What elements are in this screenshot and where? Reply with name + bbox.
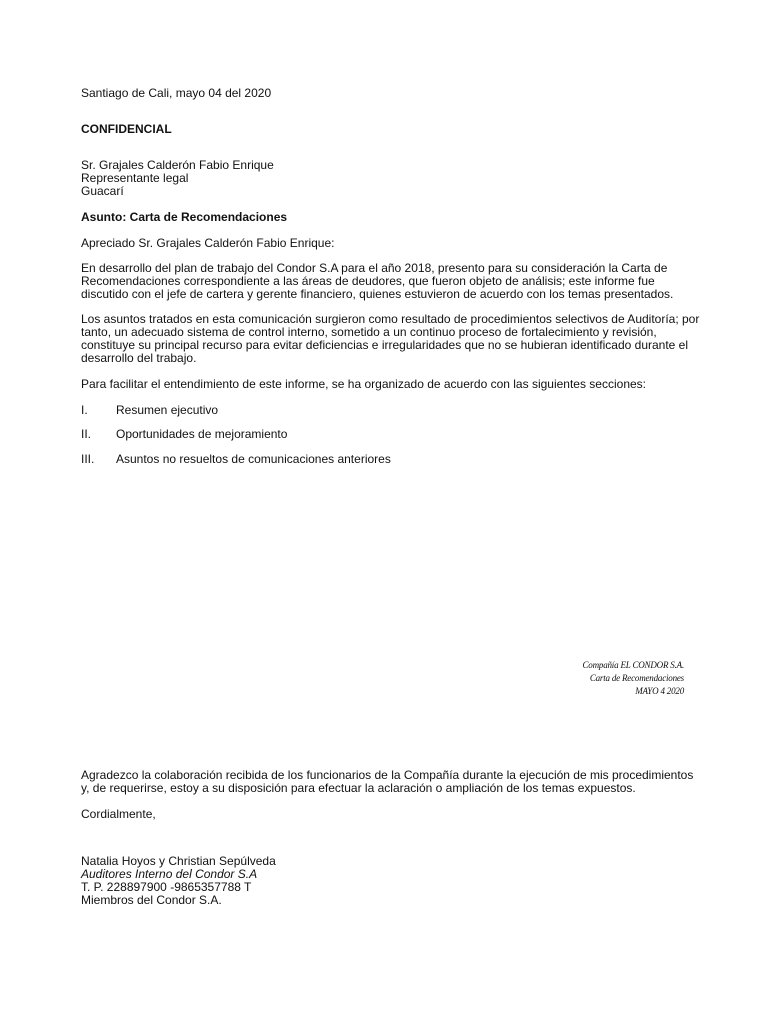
section-item bbox=[81, 404, 681, 417]
footer-date: MAYO 4 2020 bbox=[635, 686, 684, 696]
recipient-role: Representante legal bbox=[81, 171, 189, 185]
recipient-location: Guacarí bbox=[81, 184, 124, 198]
paragraph-2: Los asuntos tratados en esta comunicación surgieron como resultado de procedimientos selectivos de Auditoría; por tanto, un adecuado sistema de control interno, sometido a un continuo proceso de fortalecimiento y revisión, constituye su principal recurso para evitar deficiencias e irregularidades que no se hubieran identificado durante el desarrollo del trabajo. bbox=[81, 312, 700, 365]
section-number: III. bbox=[81, 452, 95, 466]
recipient-block bbox=[81, 159, 701, 198]
section-text: Oportunidades de mejoramiento bbox=[116, 427, 288, 441]
section-item bbox=[81, 428, 681, 441]
signature-names: Natalia Hoyos y Christian Sepúlveda bbox=[81, 854, 276, 868]
confidential-label: CONFIDENCIAL bbox=[81, 122, 172, 136]
signature-block bbox=[81, 855, 701, 907]
paragraph-3: Para facilitar el entendimiento de este informe, se ha organizado de acuerdo con las siguientes secciones: bbox=[81, 377, 647, 391]
section-item bbox=[81, 453, 681, 466]
sign-off: Cordialmente, bbox=[81, 807, 156, 821]
footer-company: Compañía EL CONDOR S.A. bbox=[582, 660, 684, 670]
signature-members: Miembros del Condor S.A. bbox=[81, 893, 222, 907]
section-number: I. bbox=[81, 403, 88, 417]
page-footer bbox=[583, 659, 685, 698]
signature-title: Auditores Interno del Condor S.A bbox=[81, 867, 258, 881]
section-text: Asuntos no resueltos de comunicaciones anteriores bbox=[116, 452, 391, 466]
closing-paragraph: Agradezco la colaboración recibida de los funcionarios de la Compañía durante la ejecución de mis procedimientos y, de requerirse, estoy a su disposición para efectuar la aclaración o ampliación de los temas expuestos. bbox=[81, 768, 694, 795]
signature-tp: T. P. 228897900 -9865357788 T bbox=[81, 880, 252, 894]
recipient-name: Sr. Grajales Calderón Fabio Enrique bbox=[81, 158, 274, 172]
place-date: Santiago de Cali, mayo 04 del 2020 bbox=[81, 86, 272, 100]
section-number: II. bbox=[81, 427, 92, 441]
footer-document: Carta de Recomendaciones bbox=[589, 673, 684, 683]
subject-line: Asunto: Carta de Recomendaciones bbox=[81, 210, 288, 224]
section-text: Resumen ejecutivo bbox=[116, 403, 219, 417]
greeting: Apreciado Sr. Grajales Calderón Fabio Enrique: bbox=[81, 236, 335, 250]
paragraph-1: En desarrollo del plan de trabajo del Condor S.A para el año 2018, presento para su consideración la Carta de Recomendaciones correspondiente a las áreas de deudores, que fueron objeto de análisis; este informe fue discutido con el jefe de cartera y gerente financiero, quienes estuvieron de acuerdo con los temas presentados. bbox=[81, 261, 674, 301]
